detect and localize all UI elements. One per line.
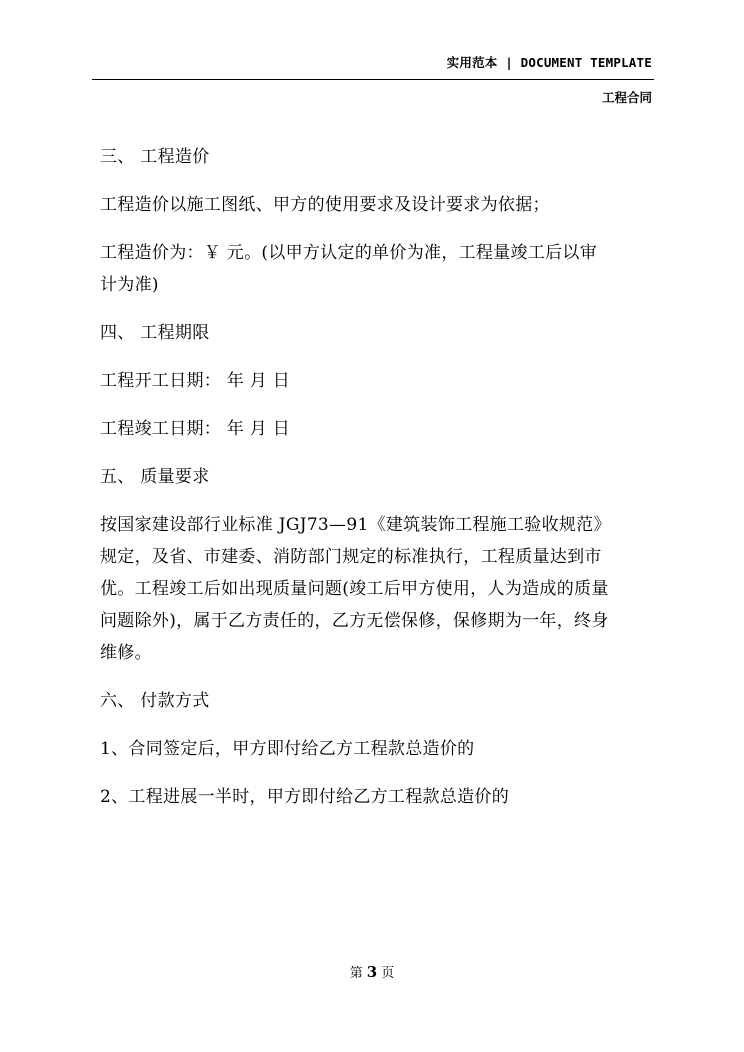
page-footer: [0, 962, 744, 981]
paragraph: [100, 237, 660, 301]
header-title: 实用范本 | DOCUMENT TEMPLATE: [446, 55, 652, 70]
text-line: 工程竣工日期： 年 月 日: [100, 419, 291, 439]
text-line: 工程开工日期： 年 月 日: [100, 371, 291, 391]
paragraph: [100, 781, 660, 813]
paragraph: [100, 509, 660, 669]
paragraph: [100, 365, 660, 397]
text-line: 三、 工程造价: [100, 147, 210, 167]
text-line: 按国家建设部行业标准 JGJ73—91《建筑装饰工程施工验收规范》: [100, 515, 611, 535]
footer-prefix: 第: [349, 966, 363, 981]
text-line: 工程造价为：￥ 元。(以甲方认定的单价为准，工程量竣工后以审: [100, 243, 598, 263]
footer-suffix: 页: [381, 966, 395, 981]
text-line: 工程造价以施工图纸、甲方的使用要求及设计要求为依据；: [100, 195, 550, 215]
paragraph: [100, 685, 660, 717]
text-line: 四、 工程期限: [100, 323, 210, 343]
paragraph: [100, 141, 660, 173]
page-number: 3: [366, 963, 378, 981]
text-line: 优。工程竣工后如出现质量问题(竣工后甲方使用，人为造成的质量: [100, 579, 609, 599]
text-line: 问题除外)，属于乙方责任的，乙方无偿保修，保修期为一年，终身: [100, 611, 609, 631]
text-line: 五、 质量要求: [100, 467, 210, 487]
paragraph: [100, 413, 660, 445]
text-line: 维修。: [100, 643, 152, 663]
header-divider: [92, 79, 654, 80]
text-line: 六、 付款方式: [100, 691, 210, 711]
text-line: 规定，及省、市建委、消防部门规定的标准执行，工程质量达到市: [100, 547, 602, 567]
paragraph: [100, 189, 660, 221]
paragraph: [100, 461, 660, 493]
paragraph: [100, 733, 660, 765]
header-subtitle: 工程合同: [601, 90, 652, 105]
text-line: 2、工程进展一半时，甲方即付给乙方工程款总造价的: [100, 787, 510, 807]
text-line: 计为准): [100, 275, 159, 295]
paragraph: [100, 317, 660, 349]
text-line: 1、合同签定后，甲方即付给乙方工程款总造价的: [100, 739, 475, 759]
document-body: [100, 141, 660, 829]
